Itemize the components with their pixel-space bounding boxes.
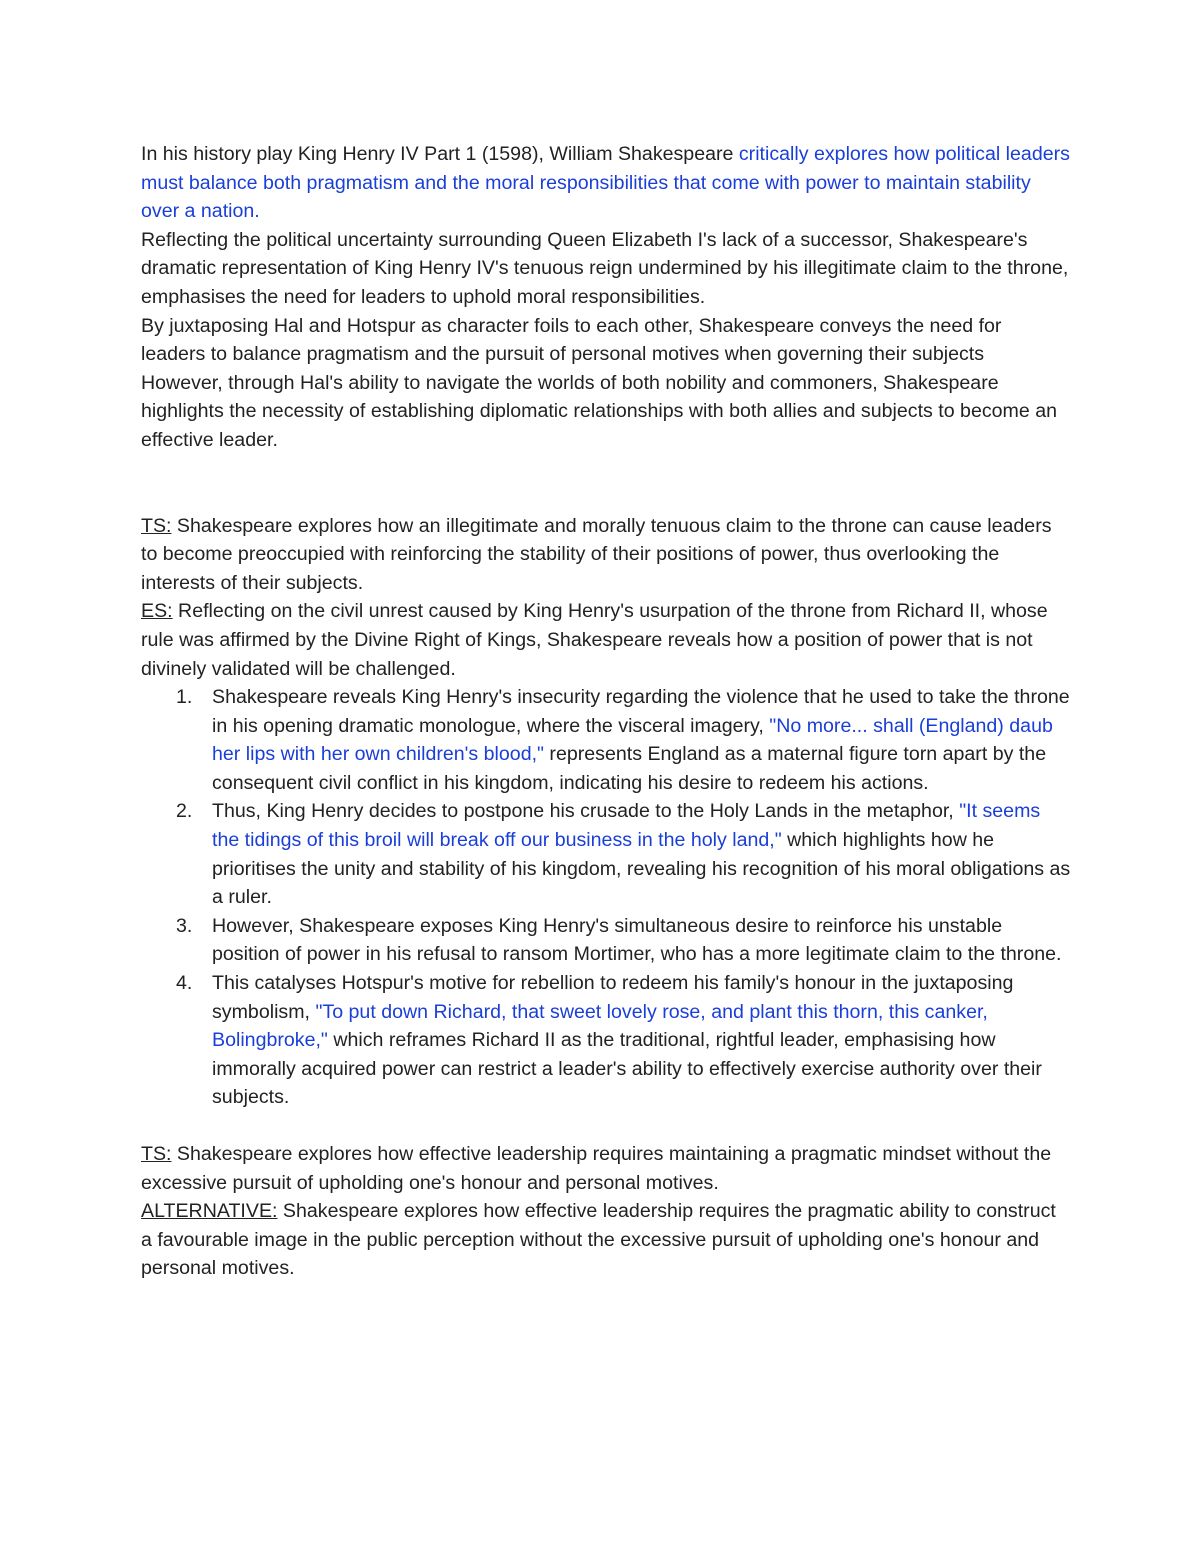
- list-item-number: 3.: [176, 914, 193, 937]
- list-item: [141, 797, 1071, 911]
- list-item-text-after: which reframes Richard II as the traditional, rightful leader, emphasising how immorally acquired power can restrict a leader's ability to effectively exercise authority over their subjects.: [212, 1029, 1042, 1109]
- list-item-text: This catalyses Hotspur's motive for rebellion to redeem his family's honour in the juxtaposing symbolism,: [212, 972, 1014, 1023]
- section-gap: [141, 455, 1071, 512]
- document-page: [141, 140, 1071, 1283]
- list-item-text: Thus, King Henry decides to postpone his crusade to the Holy Lands in the metaphor,: [212, 800, 960, 823]
- intro-foils: By juxtaposing Hal and Hotspur as character foils to each other, Shakespeare conveys the need for leaders to balance pragmatism and the pursuit of personal motives when governing their subjects However, through Hal's ability to navigate the worlds of both nobility and commoners, Shakespeare highlights the necessity of establishing diplomatic relationships with both allies and subjects to become an effective leader.: [141, 314, 1057, 451]
- ts-text: Shakespeare explores how an illegitimate and morally tenuous claim to the throne can cause leaders to become preoccupied with reinforcing the stability of their positions of power, thus overlooking the interests of their subjects.: [141, 514, 1052, 594]
- list-item-text-after: represents England as a maternal figure torn apart by the consequent civil conflict in his kingdom, indicating his desire to redeem his actions.: [212, 743, 1047, 794]
- ts-label: TS:: [141, 514, 172, 537]
- list-item: [141, 683, 1071, 797]
- alternative-label: ALTERNATIVE:: [141, 1200, 278, 1223]
- section1-topic-sentence: [141, 512, 1071, 598]
- list-item-number: 4.: [176, 972, 193, 995]
- section2-alternative: [141, 1197, 1071, 1283]
- intro-thesis-highlight: critically explores how political leaders must balance both pragmatism and the moral responsibilities that come with power to maintain stability over a nation.: [141, 143, 1070, 223]
- list-item-quote: "To put down Richard, that sweet lovely rose, and plant this thorn, this canker, Bolingbroke,": [212, 1000, 988, 1052]
- list-item-number: 2.: [176, 800, 193, 823]
- list-item-text-after: which highlights how he prioritises the unity and stability of his kingdom, revealing his recognition of his moral obligations as a ruler.: [212, 829, 1071, 909]
- ts-text: Shakespeare explores how effective leadership requires maintaining a pragmatic mindset without the excessive pursuit of upholding one's honour and personal motives.: [141, 1143, 1052, 1194]
- list-item-quote: "No more... shall (England) daub her lips with her own children's blood,": [212, 714, 1053, 766]
- ts-label: TS:: [141, 1143, 172, 1165]
- list-item-text: Shakespeare reveals King Henry's insecurity regarding the violence that he used to take the throne in his opening dramatic monologue, where the visceral imagery,: [212, 686, 1070, 737]
- alternative-text: Shakespeare explores how effective leadership requires the pragmatic ability to construct a favourable image in the public perception without the excessive pursuit of upholding one's honour and personal motives.: [141, 1200, 1056, 1280]
- intro-context: Reflecting the political uncertainty surrounding Queen Elizabeth I's lack of a successor, Shakespeare's dramatic representation of King Henry IV's tenuous reign undermined by his illegitimate claim to the throne, emphasises the need for leaders to uphold moral responsibilities.: [141, 228, 1069, 308]
- section2-topic-sentence: [141, 1140, 1071, 1197]
- intro-thesis-text: In his history play King Henry IV Part 1 (1598), William Shakespeare: [141, 143, 739, 165]
- list-item-quote: "It seems the tidings of this broil will break off our business in the holy land,": [212, 800, 1041, 852]
- analysis-points-list: [141, 683, 1071, 1112]
- section-gap: [141, 1112, 1071, 1140]
- es-label: ES:: [141, 600, 173, 623]
- list-item-number: 1.: [176, 686, 193, 709]
- section1-evidence-sentence: [141, 597, 1071, 683]
- es-text: Reflecting on the civil unrest caused by King Henry's usurpation of the throne from Richard II, whose rule was affirmed by the Divine Right of Kings, Shakespeare reveals how a position of power that is not divinely validated will be challenged.: [141, 600, 1048, 680]
- list-item-text: However, Shakespeare exposes King Henry's simultaneous desire to reinforce his unstable position of power in his refusal to ransom Mortimer, who has a more legitimate claim to the throne.: [212, 914, 1062, 966]
- intro-thesis: [141, 140, 1071, 226]
- list-item: [141, 969, 1071, 1112]
- list-item: [141, 912, 1071, 969]
